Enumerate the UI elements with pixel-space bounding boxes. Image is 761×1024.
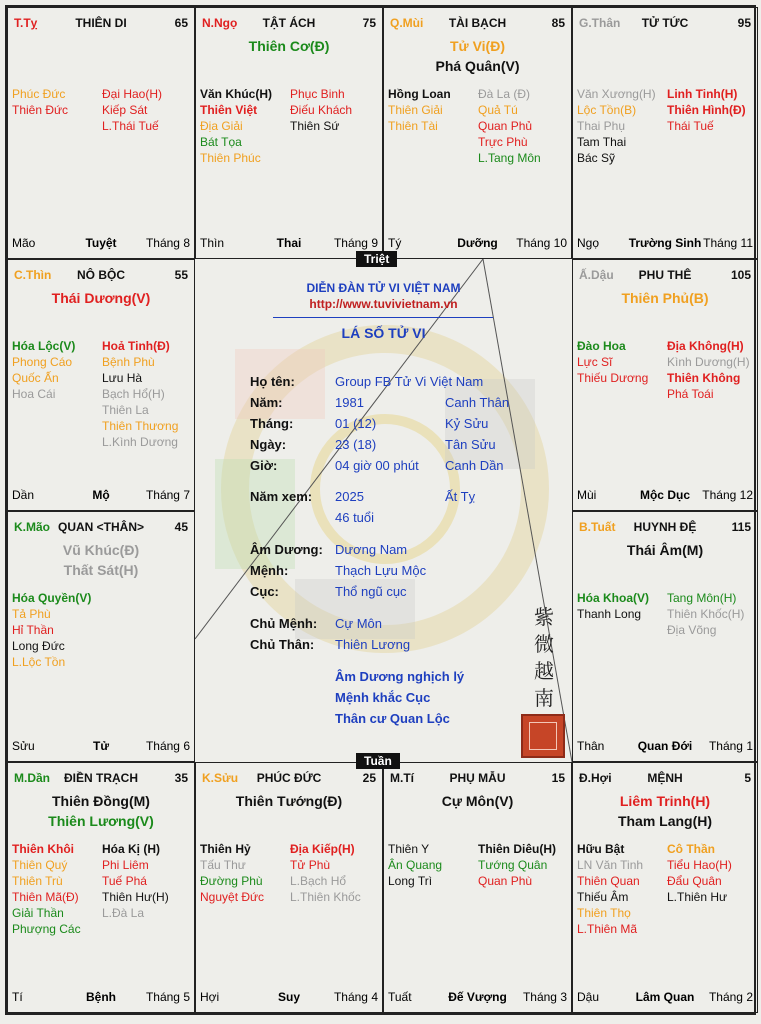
palace-age: 105 — [730, 268, 751, 282]
palace-footer — [388, 990, 567, 1006]
minor-star: Đào Hoa — [577, 339, 626, 353]
palace-footer — [577, 739, 753, 755]
palace-stage: Tử — [92, 739, 110, 753]
minor-star: Thiên Phúc — [200, 151, 261, 165]
palace-header — [202, 16, 376, 32]
minor-star: L.Kình Dương — [102, 435, 178, 449]
palace-month: Tháng 1 — [708, 739, 753, 753]
palace-tai-bach — [383, 7, 572, 259]
minor-star: Giải Thần — [12, 906, 64, 920]
palace-footer — [12, 488, 190, 504]
year-label: Năm: — [250, 395, 283, 410]
palace-footer — [577, 990, 753, 1006]
main-star: Liêm Trinh(H) — [619, 793, 711, 809]
palace-header — [14, 771, 188, 787]
palace-age: 35 — [174, 771, 188, 785]
minor-star: Quốc Ấn — [12, 371, 59, 385]
main-star: Thất Sát(H) — [63, 562, 139, 578]
minor-star: Lộc Tồn(B) — [577, 103, 637, 117]
calligraphy-char: 越 — [534, 659, 554, 683]
palace-name: PHU THÊ — [638, 268, 692, 282]
minor-star: Linh Tinh(H) — [667, 87, 738, 101]
minor-star: Tả Phù — [12, 607, 51, 621]
element-label: Cục: — [250, 584, 279, 599]
palace-header — [202, 771, 376, 787]
palace-can-chi: M.Tí — [390, 771, 414, 785]
minor-star: Bệnh Phù — [102, 355, 155, 369]
day-canchi: Tân Sửu — [445, 437, 496, 452]
minor-star: Hóa Khoa(V) — [577, 591, 649, 605]
palace-age: 15 — [551, 771, 565, 785]
palace-branch: Hợi — [200, 990, 220, 1004]
view-year-label: Năm xem: — [250, 489, 313, 504]
palace-month: Tháng 3 — [522, 990, 567, 1004]
main-star: Thiên Đồng(M) — [52, 793, 150, 809]
minor-star: Ân Quang — [388, 858, 443, 872]
main-star: Cự Môn(V) — [441, 793, 514, 809]
year-value: 1981 — [335, 395, 364, 410]
palace-thien-di — [7, 7, 195, 259]
triet-marker: Triệt — [356, 251, 397, 267]
palace-header — [14, 520, 188, 536]
main-star: Thiên Lương(V) — [48, 813, 154, 829]
minor-stars-right — [667, 590, 744, 638]
minor-stars-right — [478, 86, 541, 166]
palace-phuc-duc — [195, 762, 383, 1013]
minor-star: Tướng Quân — [478, 858, 548, 872]
minor-star: Thiên Sứ — [290, 119, 340, 133]
palace-age: 85 — [551, 16, 565, 30]
palace-name: MỆNH — [647, 771, 683, 785]
palace-footer — [577, 488, 753, 504]
minor-star: Thiên Hỷ — [200, 842, 251, 856]
minor-star: L.Thiên Hư — [667, 890, 728, 904]
palace-stage: Tuyệt — [85, 236, 117, 250]
chu-menh-value: Cự Môn — [335, 616, 382, 631]
palace-age: 115 — [731, 520, 751, 534]
palace-footer — [12, 739, 190, 755]
minor-star: Thiên Y — [388, 842, 430, 856]
minor-star: Thiên Đức — [12, 103, 69, 117]
minor-stars-left — [388, 86, 451, 134]
main-star: Thái Dương(V) — [51, 290, 151, 306]
palace-age: 55 — [174, 268, 188, 282]
minor-star: Hoả Tinh(Đ) — [102, 339, 170, 353]
minor-stars-left — [577, 841, 643, 937]
palace-stage: Quan Đới — [637, 739, 693, 753]
minor-star: Thiếu Âm — [577, 890, 629, 904]
center-info-panel — [195, 259, 572, 762]
minor-star: Kiếp Sát — [102, 103, 148, 117]
destiny-label: Mệnh: — [250, 563, 289, 578]
palace-month: Tháng 2 — [708, 990, 753, 1004]
minor-star: Thiên Thọ — [577, 906, 631, 920]
calligraphy-char: 微 — [534, 632, 554, 656]
minor-star: LN Văn Tinh — [577, 858, 644, 872]
minor-star: Phúc Đức — [12, 87, 66, 101]
palace-stage: Đế Vượng — [448, 990, 507, 1004]
minor-star: Thiên Hình(Đ) — [667, 103, 746, 117]
minor-stars-left — [12, 841, 81, 937]
minor-stars-right — [290, 86, 352, 134]
minor-star: Tuế Phá — [102, 874, 147, 888]
palace-branch: Ngọ — [577, 236, 600, 250]
minor-star: Lực Sĩ — [577, 355, 613, 369]
palace-stage: Mộc Dục — [639, 488, 690, 502]
palace-stage: Mộ — [92, 488, 110, 502]
palace-can-chi: C.Thìn — [14, 268, 52, 282]
palace-phu-the — [572, 259, 758, 511]
palace-month: Tháng 10 — [516, 236, 567, 250]
minor-star: Thiên La — [102, 403, 149, 417]
palace-header — [14, 16, 188, 32]
main-star: Phá Quân(V) — [435, 58, 520, 74]
palace-dien-trach — [7, 762, 195, 1013]
minor-stars-left — [12, 590, 91, 670]
minor-stars-left — [12, 86, 68, 118]
palace-stage: Dưỡng — [457, 236, 498, 250]
palace-month: Tháng 5 — [145, 990, 190, 1004]
minor-star: Bác Sỹ — [577, 151, 616, 165]
minor-star: Hóa Kị (H) — [102, 842, 160, 856]
minor-stars-right — [667, 338, 750, 402]
minor-stars-left — [577, 590, 649, 622]
main-star: Thiên Tướng(Đ) — [235, 793, 343, 809]
destiny-value: Thạch Lựu Mộc — [335, 563, 427, 578]
minor-star: Thiên Khốc(H) — [667, 607, 745, 621]
minor-star: Phá Toái — [667, 387, 714, 401]
palace-can-chi: G.Thân — [579, 16, 621, 30]
minor-star: Thiên Diêu(H) — [478, 842, 556, 856]
palace-age: 75 — [362, 16, 376, 30]
day-value: 23 (18) — [335, 437, 377, 452]
minor-star: Cô Thần — [667, 842, 715, 856]
minor-stars-left — [388, 841, 442, 889]
palace-month: Tháng 6 — [145, 739, 190, 753]
palace-month: Tháng 9 — [333, 236, 378, 250]
yin-yang-value: Dương Nam — [335, 542, 408, 557]
minor-star: Tam Thai — [577, 135, 627, 149]
chu-than-label: Chủ Thân: — [250, 637, 315, 652]
palace-age: 95 — [737, 16, 751, 30]
palace-month: Tháng 8 — [145, 236, 190, 250]
palace-stage: Suy — [277, 990, 300, 1004]
palace-footer — [200, 236, 378, 252]
minor-star: Địa Giải — [200, 119, 243, 133]
palace-branch: Dậu — [577, 990, 600, 1004]
minor-star: Thiên Thương — [102, 419, 179, 433]
palace-name: TÀI BẠCH — [448, 16, 507, 30]
main-star: Thái Âm(M) — [626, 542, 704, 558]
divider — [273, 317, 493, 318]
minor-star: Đẩu Quân — [667, 874, 722, 888]
minor-star: Văn Khúc(H) — [200, 87, 272, 101]
main-star: Vũ Khúc(Đ) — [62, 542, 140, 558]
day-label: Ngày: — [250, 437, 287, 452]
minor-star: Long Đức — [12, 639, 65, 653]
palace-age: 5 — [744, 771, 751, 785]
minor-star: Hồng Loan — [388, 87, 451, 101]
minor-star: Địa Không(H) — [667, 339, 744, 353]
yin-yang-label: Âm Dương: — [250, 542, 323, 557]
chu-than-value: Thiên Lương — [335, 637, 411, 652]
palace-month: Tháng 11 — [703, 236, 753, 250]
palace-no-boc — [7, 259, 195, 511]
note-3: Thân cư Quan Lộc — [335, 711, 450, 726]
minor-star: Tử Phù — [290, 858, 331, 872]
minor-stars-right — [102, 338, 178, 450]
palace-footer — [12, 990, 190, 1006]
calligraphy-char: 紫 — [534, 605, 554, 629]
palace-header — [390, 771, 565, 787]
minor-star: Long Trì — [388, 874, 433, 888]
minor-star: Trực Phù — [478, 135, 528, 149]
red-seal — [521, 714, 565, 758]
minor-star: Phi Liêm — [102, 858, 149, 872]
palace-name: NÔ BỘC — [77, 268, 125, 282]
tuan-marker: Tuần — [356, 753, 400, 769]
minor-star: Đường Phù — [200, 874, 263, 888]
minor-stars-left — [577, 338, 648, 386]
hour-canchi: Canh Dần — [445, 458, 504, 473]
minor-star: Thiên Khôi — [12, 842, 74, 856]
palace-can-chi: Đ.Hợi — [579, 771, 612, 785]
palace-name: PHỤ MẪU — [449, 771, 506, 785]
palace-can-chi: M.Dần — [14, 771, 50, 785]
minor-star: Thiên Tài — [388, 119, 438, 133]
hour-label: Giờ: — [250, 458, 278, 473]
palace-header — [579, 268, 751, 284]
minor-star: Điếu Khách — [290, 103, 353, 117]
view-year-value: 2025 — [335, 489, 364, 504]
palace-branch: Dần — [12, 488, 35, 502]
main-star: Tham Lang(H) — [617, 813, 713, 829]
view-year-canchi: Ất Tỵ — [445, 489, 476, 504]
palace-branch: Thân — [577, 739, 605, 753]
hour-value: 04 giờ 00 phút — [335, 458, 419, 473]
minor-stars-right — [102, 841, 169, 921]
month-label: Tháng: — [250, 416, 294, 431]
name-value: Group FB Tử Vi Việt Nam — [335, 374, 484, 389]
palace-tat-ach — [195, 7, 383, 259]
minor-stars-right — [667, 841, 732, 905]
minor-star: Thiên Quý — [12, 858, 68, 872]
palace-name: QUAN <THÂN> — [57, 520, 144, 534]
site-name: DIỄN ĐÀN TỬ VI VIỆT NAM — [306, 281, 461, 295]
minor-star: Quan Phù — [478, 874, 533, 888]
month-value: 01 (12) — [335, 416, 377, 431]
palace-age: 25 — [362, 771, 376, 785]
minor-star: Hỉ Thần — [12, 623, 54, 637]
minor-star: Thiên Hư(H) — [102, 890, 169, 904]
palace-can-chi: B.Tuất — [579, 520, 616, 534]
minor-star: Bạch Hổ(H) — [102, 387, 165, 401]
palace-stage: Thai — [276, 236, 302, 250]
note-2: Mệnh khắc Cục — [335, 690, 431, 705]
minor-star: Hữu Bật — [577, 842, 625, 856]
minor-star: Thiên Trù — [12, 874, 63, 888]
palace-can-chi: N.Ngọ — [202, 16, 238, 30]
palace-can-chi: Ấ.Dậu — [579, 268, 614, 282]
minor-stars-right — [102, 86, 162, 134]
minor-star: Địa Kiếp(H) — [290, 842, 355, 856]
palace-name: PHÚC ĐỨC — [256, 771, 322, 785]
minor-star: Thiên Không — [667, 371, 741, 385]
palace-header — [14, 268, 188, 284]
minor-star: Hóa Quyền(V) — [12, 591, 92, 605]
minor-star: L.Thiên Khốc — [290, 890, 361, 904]
palace-can-chi: K.Sửu — [202, 771, 239, 785]
palace-can-chi: K.Mão — [14, 520, 50, 534]
minor-star: Phong Cáo — [12, 355, 73, 369]
palace-phu-mau — [383, 762, 572, 1013]
calligraphy-char: 南 — [534, 686, 554, 710]
minor-star: L.Tang Môn — [478, 151, 541, 165]
minor-stars-right — [290, 841, 361, 905]
palace-footer — [388, 236, 567, 252]
minor-star: Quả Tú — [478, 103, 518, 117]
palace-name: ĐIỀN TRẠCH — [64, 771, 138, 785]
palace-header — [579, 771, 751, 787]
palace-age: 45 — [174, 520, 188, 534]
palace-can-chi: Q.Mùi — [390, 16, 424, 30]
palace-menh — [572, 762, 758, 1013]
palace-header — [579, 520, 751, 536]
vertical-calligraphy — [531, 604, 557, 712]
palace-stage: Trường Sinh — [628, 236, 702, 250]
minor-star: L.Thiên Mã — [577, 922, 638, 936]
minor-star: Tấu Thư — [200, 858, 246, 872]
palace-name: HUYNH ĐỆ — [633, 520, 697, 534]
chart-title: LÁ SỐ TỬ VI — [341, 325, 426, 341]
minor-star: Phượng Các — [12, 922, 81, 936]
minor-star: Thai Phụ — [577, 119, 626, 133]
minor-stars-left — [12, 338, 75, 402]
minor-star: L.Thái Tuế — [102, 119, 159, 133]
element-value: Thổ ngũ cục — [335, 584, 407, 599]
horoscope-chart — [5, 5, 756, 1015]
minor-star: Đại Hao(H) — [102, 87, 163, 101]
minor-star: Văn Xương(H) — [577, 87, 656, 101]
age-value: 46 tuổi — [335, 510, 375, 525]
minor-star: Phục Binh — [290, 87, 345, 101]
minor-star: Quan Phủ — [478, 119, 533, 133]
palace-tu-tuc — [572, 7, 758, 259]
site-url[interactable]: http://www.tuvivietnam.vn — [309, 297, 458, 311]
minor-star: Thiếu Dương — [577, 371, 649, 385]
minor-stars-right — [667, 86, 746, 134]
main-star: Thiên Phủ(B) — [621, 290, 709, 306]
minor-stars-left — [200, 841, 264, 905]
minor-star: Hóa Lộc(V) — [12, 339, 76, 353]
palace-can-chi: T.Tỵ — [14, 16, 38, 30]
minor-star: Thiên Việt — [200, 103, 258, 117]
minor-star: Thiên Mã(Đ) — [12, 890, 79, 904]
palace-branch: Tý — [388, 236, 402, 250]
palace-month: Tháng 7 — [145, 488, 190, 502]
minor-star: Tiểu Hao(H) — [667, 858, 732, 872]
year-canchi: Canh Thân — [445, 395, 510, 410]
palace-stage: Lâm Quan — [635, 990, 695, 1004]
main-star: Thiên Cơ(Đ) — [248, 38, 330, 54]
palace-branch: Sửu — [12, 739, 35, 753]
palace-month: Tháng 12 — [702, 488, 753, 502]
palace-month: Tháng 4 — [333, 990, 378, 1004]
palace-age: 65 — [174, 16, 188, 30]
palace-footer — [577, 236, 753, 252]
month-canchi: Kỷ Sửu — [445, 416, 489, 431]
palace-huynh-de — [572, 511, 758, 762]
palace-header — [390, 16, 565, 32]
palace-branch: Mão — [12, 236, 36, 250]
minor-star: Đà La (Đ) — [478, 87, 531, 101]
minor-stars-right — [478, 841, 556, 889]
minor-star: Thanh Long — [577, 607, 642, 621]
minor-star: Nguyệt Đức — [200, 890, 265, 904]
note-1: Âm Dương nghịch lý — [335, 669, 465, 684]
minor-star: Tang Môn(H) — [667, 591, 737, 605]
minor-star: Thiên Giải — [388, 103, 443, 117]
minor-star: Địa Võng — [667, 623, 717, 637]
palace-branch: Tí — [12, 990, 23, 1004]
minor-star: L.Lộc Tồn — [12, 655, 66, 669]
chu-menh-label: Chủ Mệnh: — [250, 616, 318, 631]
minor-star: Thái Tuế — [667, 119, 714, 133]
palace-name: THIÊN DI — [75, 16, 127, 30]
main-star: Tử Vi(Đ) — [450, 38, 505, 54]
minor-stars-left — [200, 86, 272, 166]
palace-stage: Bệnh — [86, 990, 116, 1004]
palace-footer — [12, 236, 190, 252]
minor-star: Lưu Hà — [102, 371, 143, 385]
minor-star: L.Đà La — [102, 906, 145, 920]
minor-star: Bát Tọa — [200, 135, 242, 149]
palace-name: TỬ TỨC — [641, 16, 689, 30]
name-label: Họ tên: — [250, 374, 295, 389]
minor-star: L.Bạch Hổ — [290, 874, 347, 888]
palace-name: TẬT ÁCH — [262, 16, 316, 30]
palace-branch: Mùi — [577, 488, 597, 502]
palace-quan-loc — [7, 511, 195, 762]
palace-branch: Tuất — [388, 990, 412, 1004]
palace-header — [579, 16, 751, 32]
palace-footer — [200, 990, 378, 1006]
palace-branch: Thìn — [200, 236, 225, 250]
minor-star: Hoa Cái — [12, 387, 56, 401]
minor-star: Thiên Quan — [577, 874, 640, 888]
minor-star: Kình Dương(H) — [667, 355, 750, 369]
minor-stars-left — [577, 86, 656, 166]
